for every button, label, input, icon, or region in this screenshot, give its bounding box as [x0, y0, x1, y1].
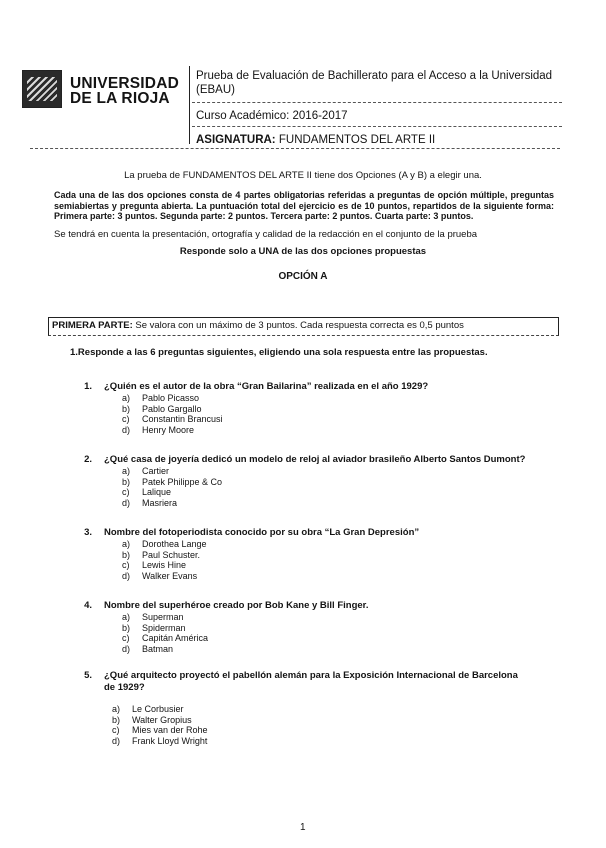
option-b: b) Spiderman: [122, 622, 186, 633]
option-a: a) Dorothea Lange: [122, 539, 207, 549]
option-b: b) Pablo Gargallo: [122, 403, 202, 414]
part-instruction: 1.Responde a las 6 preguntas siguientes, eligiendo una sola respuesta entre las propuestas.: [70, 347, 488, 358]
answer-options: [122, 466, 222, 508]
exam-title-line1: Prueba de Evaluación de Bachillerato para el Acceso a la Universidad: [196, 70, 553, 82]
option-c: c) Mies van der Rohe: [112, 725, 208, 736]
exam-title-line2: (EBAU): [196, 84, 235, 96]
header-bottom-rule: [30, 148, 560, 149]
option-d: d) Walker Evans: [122, 570, 198, 581]
option-c: c) Lalique: [122, 487, 172, 498]
university-logo: [22, 70, 62, 108]
option-d: d) Henry Moore: [122, 424, 195, 435]
question-number: 4.: [84, 600, 92, 611]
university-name: UNIVERSIDAD DE LA RIOJA: [70, 75, 179, 107]
course-year: Curso Académico: 2016-2017: [196, 110, 348, 122]
option-a: a) Pablo Picasso: [122, 393, 200, 403]
question-text: Nombre del fotoperiodista conocido por su obra “La Gran Depresión”: [104, 527, 420, 538]
question-text: ¿Qué arquitecto proyectó el pabellón alemán para la Exposición Internacional de Barcelona: [104, 670, 518, 681]
answer-options: [122, 539, 207, 581]
subject: ASIGNATURA: FUNDAMENTOS DEL ARTE II: [196, 134, 436, 146]
question-text: ¿Quién es el autor de la obra “Gran Bailarina” realizada en el año 1929?: [104, 381, 429, 392]
question-number: 3.: [84, 527, 92, 538]
question-number: 5.: [84, 670, 92, 681]
question-number: 2.: [84, 454, 92, 465]
option-b: b) Patek Philippe & Co: [122, 476, 223, 487]
option-c: c) Constantin Brancusi: [122, 414, 223, 425]
presentation-note: Se tendrá en cuenta la presentación, ortografía y calidad de la redacción en el conjunto de la prueba: [54, 229, 478, 240]
option-d: d) Batman: [122, 643, 174, 654]
option-d: d) Masriera: [122, 497, 178, 508]
question-text-continued: de 1929?: [104, 682, 145, 693]
instructions-paragraph: Cada una de las dos opciones consta de 4 partes obligatorias referidas a preguntas de opción múltiple, preguntas semiabiertas y pregunta abierta. La puntuación total del ejercicio es de 10 puntos, repartidos de la siguiente forma: Primera parte: 3 puntos. Segunda parte: 2 puntos. Tercera parte: 2 puntos. Cuarta parte: 3 puntos.: [54, 190, 554, 221]
option-b: b) Paul Schuster.: [122, 549, 201, 560]
answer-options: [122, 612, 208, 654]
question-text: Nombre del superhéroe creado por Bob Kane y Bill Finger.: [104, 600, 369, 611]
option-title: OPCIÓN A: [278, 271, 328, 282]
option-a: a) Le Corbusier: [112, 704, 184, 714]
question-number: 1.: [84, 381, 92, 392]
respond-note: Responde solo a UNA de las dos opciones propuestas: [179, 246, 427, 257]
option-a: a) Cartier: [122, 466, 170, 476]
header-divider: [189, 66, 190, 144]
header-rule: [192, 126, 562, 127]
header-rule: [192, 102, 562, 103]
option-d: d) Frank Lloyd Wright: [112, 735, 208, 746]
question-text: ¿Qué casa de joyería dedicó un modelo de reloj al aviador brasileño Alberto Santos Dumont?: [104, 454, 526, 465]
answer-options: [112, 704, 208, 746]
option-c: c) Capitán América: [122, 633, 209, 644]
page-number: 1: [300, 822, 306, 833]
answer-options: [122, 393, 223, 435]
option-a: a) Superman: [122, 612, 184, 622]
option-c: c) Lewis Hine: [122, 560, 187, 571]
part-label: PRIMERA PARTE: Se valora con un máximo de 3 puntos. Cada respuesta correcta es 0,5 puntos: [52, 320, 464, 331]
option-b: b) Walter Gropius: [112, 714, 192, 725]
intro-line: La prueba de FUNDAMENTOS DEL ARTE II tiene dos Opciones (A y B) a elegir una.: [124, 170, 482, 181]
